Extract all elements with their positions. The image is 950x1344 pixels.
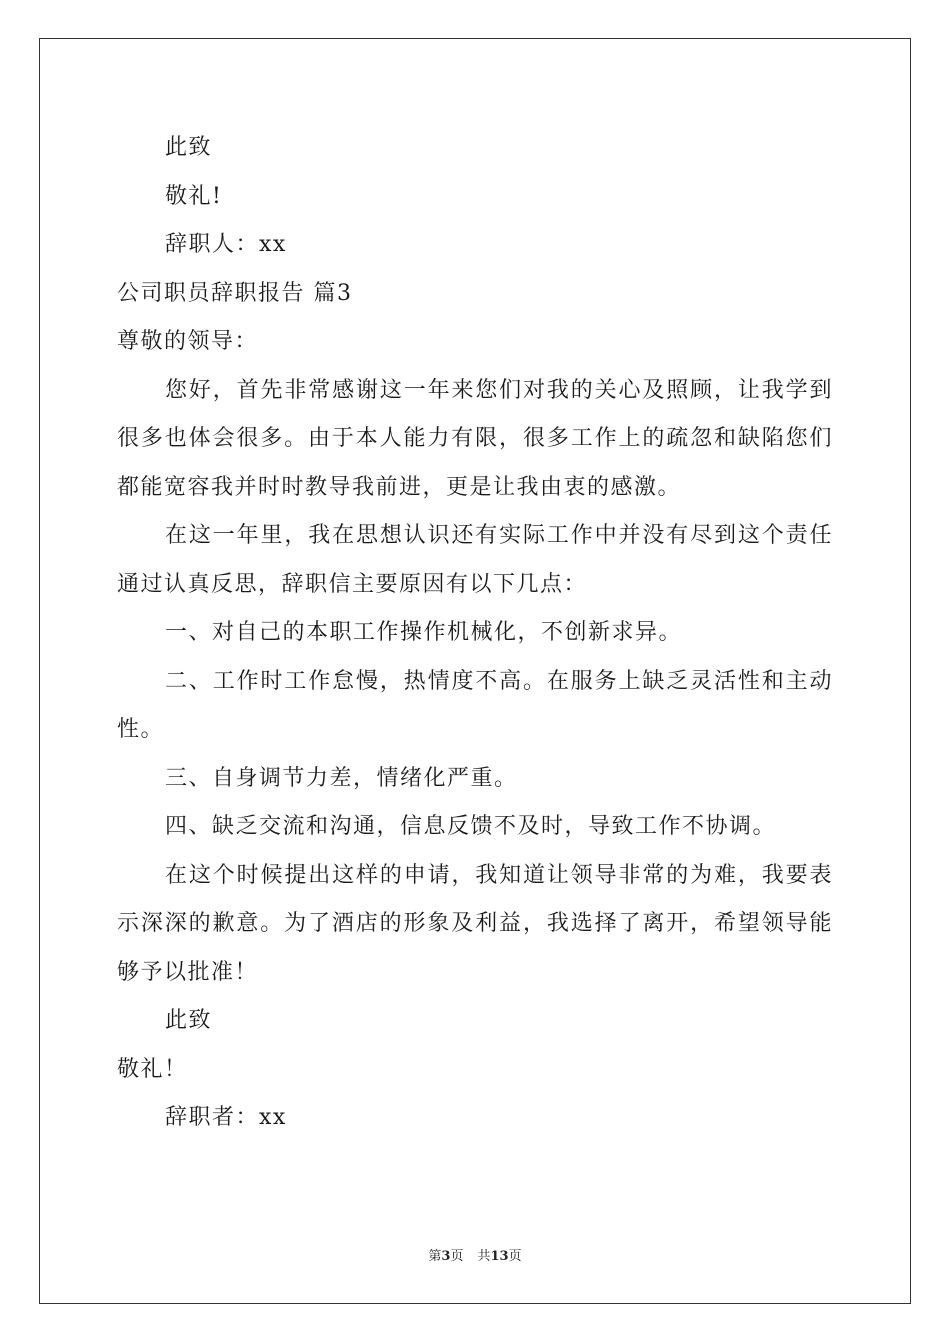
total-pages: 13 bbox=[490, 1249, 509, 1264]
paragraph-line: 您好，首先非常感谢这一年来您们对我的关心及照顾，让我学到 bbox=[165, 377, 833, 403]
list-item: 四、缺乏交流和沟通，信息反馈不及时，导致工作不协调。 bbox=[165, 814, 777, 839]
list-item: 一、对自己的本职工作操作机械化，不创新求异。 bbox=[165, 620, 683, 645]
total-suffix: 页 bbox=[508, 1249, 522, 1264]
closing-salutation: 此致 bbox=[165, 1008, 213, 1033]
paragraph-line: 都能宽容我并时时教导我前进，更是让我由衷的感激。 bbox=[117, 474, 682, 500]
paragraph-line: 在这个时候提出这样的申请，我知道让领导非常的为难，我要表 bbox=[165, 862, 833, 888]
paragraph-line: 很多也体会很多。由于本人能力有限，很多工作上的疏忽和缺陷您们 bbox=[117, 426, 833, 451]
page-prefix: 第 bbox=[428, 1249, 442, 1264]
closing-regards: 敬礼! bbox=[165, 183, 223, 209]
paragraph-line: 够予以批准！ bbox=[117, 959, 259, 985]
paragraph-line: 通过认真反思，辞职信主要原因有以下几点： bbox=[117, 571, 588, 597]
list-item: 三、自身调节力差，情绪化严重。 bbox=[165, 765, 518, 791]
paragraph-line: 在这一年里，我在思想认识还有实际工作中并没有尽到这个责任 bbox=[165, 523, 833, 548]
list-item: 二、工作时工作怠慢，热情度不高。在服务上缺乏灵活性和主动 bbox=[165, 668, 833, 694]
paragraph-line: 示深深的歉意。为了酒店的形象及利益，我选择了离开，希望领导能 bbox=[117, 911, 833, 936]
closing-regards: 敬礼！ bbox=[117, 1056, 188, 1082]
page-number: 3 bbox=[441, 1249, 451, 1264]
page-footer bbox=[0, 1248, 950, 1266]
document-body bbox=[117, 124, 833, 1143]
page-suffix: 页 bbox=[450, 1249, 464, 1264]
signature-line: 辞职人：xx bbox=[165, 232, 287, 257]
closing-salutation: 此致 bbox=[165, 135, 213, 160]
signature-line: 辞职者：xx bbox=[165, 1105, 287, 1130]
greeting: 尊敬的领导： bbox=[117, 329, 259, 354]
section-heading: 公司职员辞职报告 篇3 bbox=[117, 280, 353, 306]
list-item-continuation: 性。 bbox=[117, 717, 165, 742]
total-prefix: 共 bbox=[477, 1249, 491, 1264]
